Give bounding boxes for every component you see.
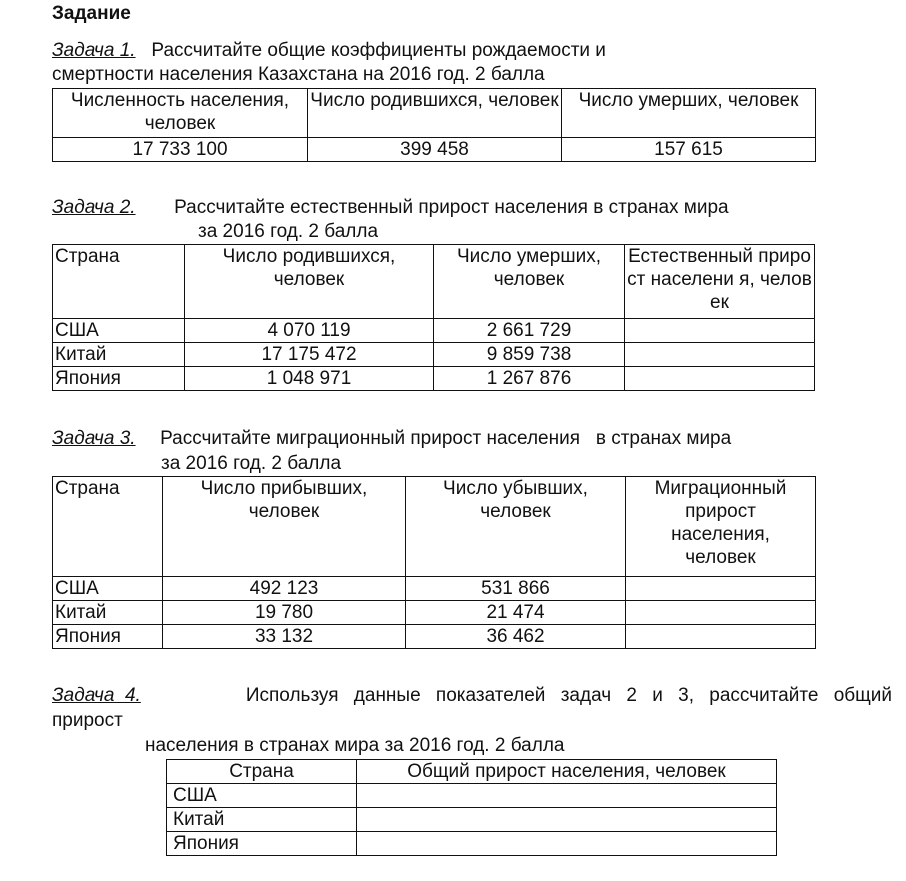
task4-text-line1: Используя данные показателей задач 2 и 3, рассчитайте общий [245, 685, 892, 706]
table-row [167, 808, 777, 832]
table-header-cell: Численность населения, человек [53, 89, 308, 138]
table-cell [357, 808, 777, 832]
task1-label: Задача 1. [52, 40, 136, 61]
task4-text-line2: прирост [52, 710, 123, 731]
table-cell [357, 784, 777, 808]
table-cell: 1 048 971 [185, 367, 434, 391]
table-row [167, 832, 777, 856]
table-cell: 1 267 876 [434, 367, 625, 391]
table-header-cell: Общий прирост населения, человек [357, 760, 777, 784]
table-cell: 531 866 [406, 577, 626, 601]
table-cell: США [53, 577, 163, 601]
table-header-cell: Естественный прирост населени я, человек [625, 245, 815, 319]
table-cell: Китай [167, 808, 357, 832]
table-header-cell: Число прибывших, человек [163, 477, 406, 577]
task4-heading [52, 685, 892, 707]
table-cell: 4 070 119 [185, 319, 434, 343]
table-cell: 157 615 [562, 138, 816, 162]
table-cell: 33 132 [163, 625, 406, 649]
table-row [53, 319, 815, 343]
task3-text-line2: за 2016 год. 2 балла [161, 453, 342, 474]
table-row [167, 784, 777, 808]
task3-table [52, 476, 816, 649]
table-cell [626, 601, 816, 625]
table-cell [626, 577, 816, 601]
table-cell [626, 625, 816, 649]
task4-label: Задача 4. [52, 685, 141, 706]
task2-label: Задача 2. [52, 197, 136, 218]
page-title: Задание [52, 3, 131, 24]
task3-text-line1: Рассчитайте миграционный прирост населения в странах мира [160, 428, 732, 449]
table-cell: 9 859 738 [434, 343, 625, 367]
table-cell: Япония [53, 367, 185, 391]
table-row [53, 343, 815, 367]
table-cell [625, 319, 815, 343]
table-header-cell: Страна [53, 245, 185, 319]
table-header-cell: Число родившихся, человек [185, 245, 434, 319]
table-header-row [53, 477, 816, 577]
task2-text-line2: за 2016 год. 2 балла [198, 221, 379, 242]
table-header-cell: Миграционный прирост населения, человек [626, 477, 816, 577]
table-header-row [53, 89, 816, 138]
task1-text-line1: Рассчитайте общие коэффициенты рождаемости и [151, 40, 606, 61]
table-row [53, 601, 816, 625]
table-cell: Япония [53, 625, 163, 649]
task1-text-line2: смертности населения Казахстана на 2016 год. 2 балла [52, 64, 545, 85]
table-cell: 21 474 [406, 601, 626, 625]
table-cell: 17 175 472 [185, 343, 434, 367]
table-header-cell: Число умерших, человек [562, 89, 816, 138]
task4-table [166, 759, 777, 856]
table-row [53, 625, 816, 649]
task2-table [52, 244, 815, 391]
table-cell: Китай [53, 601, 163, 625]
table-header-cell: Число умерших, человек [434, 245, 625, 319]
table-header-cell: Страна [53, 477, 163, 577]
task4-text-line3: населения в странах мира за 2016 год. 2 балла [145, 735, 565, 756]
table-cell: 17 733 100 [53, 138, 308, 162]
table-cell [357, 832, 777, 856]
table-cell: США [167, 784, 357, 808]
table-header-cell: Число родившихся, человек [308, 89, 562, 138]
table-cell [625, 367, 815, 391]
task2-heading [52, 197, 729, 219]
table-row [53, 577, 816, 601]
table-cell: 399 458 [308, 138, 562, 162]
table-cell: 2 661 729 [434, 319, 625, 343]
table-header-cell: Страна [167, 760, 357, 784]
table-row [53, 138, 816, 162]
table-cell: Китай [53, 343, 185, 367]
table-cell: 36 462 [406, 625, 626, 649]
table-cell: 19 780 [163, 601, 406, 625]
table-cell: Япония [167, 832, 357, 856]
task3-heading [52, 428, 731, 450]
table-header-cell: Число убывших, человек [406, 477, 626, 577]
table-header-row [53, 245, 815, 319]
table-row [53, 367, 815, 391]
table-cell [625, 343, 815, 367]
table-cell: США [53, 319, 185, 343]
task1-heading [52, 40, 606, 62]
task1-table [52, 88, 816, 162]
table-header-row [167, 760, 777, 784]
task3-label: Задача 3. [52, 428, 136, 449]
table-cell: 492 123 [163, 577, 406, 601]
task2-text-line1: Рассчитайте естественный прирост населения в странах мира [174, 197, 729, 218]
